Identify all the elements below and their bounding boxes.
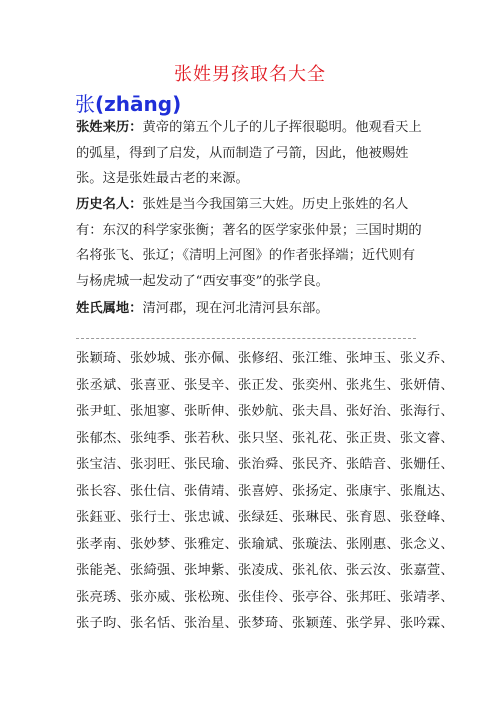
- famous-people-paragraph: [76, 192, 428, 294]
- name-row: 张子昀、张名恬、张治星、张梦琦、张颖莲、张学昇、张吟霖、: [76, 616, 454, 631]
- page-title: 张姓男孩取名大全: [174, 64, 326, 85]
- surname-pinyin: (zhāng): [95, 92, 182, 116]
- name-row: 张能尧、张綺强、张坤紫、张凌成、张礼依、张云汝、张嘉萱、: [76, 563, 454, 578]
- name-list: [76, 346, 454, 638]
- surname-char: 张: [75, 92, 95, 116]
- name-row: 张颖琦、张妙城、张亦佩、张修绍、张江维、张坤玉、张义乔、: [76, 351, 454, 366]
- surname-heading: [75, 88, 181, 117]
- name-row: 张孝南、张妙梦、张雅定、张瑜斌、张璇法、张刚惠、张念义、: [76, 536, 454, 552]
- name-row: 张鈺亚、张行士、张忠诚、张绿廷、张琳民、张育恩、张登峰、: [76, 510, 454, 525]
- dashed-divider: [76, 338, 416, 339]
- name-row: 张长容、张仕信、张倩靖、张喜婷、张扬定、张康宇、张胤达、: [76, 483, 454, 499]
- famous-text: 张姓是当今我国第三大姓。历史上张姓的名人有：东汉的科学家张衡；著名的医学家张仲景；三国时期的名将张飞、张辽；《清明上河图》的作者张择端；近代则有与杨虎城一起发动了“西安事变”的张学良。: [76, 197, 422, 289]
- name-row: 张丞斌、张喜亚、张旻辛、张正发、张奕州、张兆生、张妍倩、: [76, 377, 454, 393]
- clan-seat-paragraph: [76, 296, 428, 322]
- seat-label: 姓氏属地：: [76, 301, 143, 316]
- origin-paragraph: [76, 115, 428, 192]
- famous-label: 历史名人：: [76, 197, 143, 212]
- name-row: 张郁杰、张纯季、张若秋、张只坚、张礼花、张正贵、张文睿、: [76, 430, 454, 446]
- origin-text: 黄帝的第五个儿子的儿子挥很聪明。他观看天上的弧星，得到了启发，从而制造了弓箭，因此，他被赐姓张。这是张姓最古老的来源。: [76, 120, 422, 186]
- name-row: 张宝洁、张羽旺、张民瑜、张治舜、张民齐、张皓音、张姗任、: [76, 457, 454, 472]
- name-row: 张亮琇、张亦威、张松琬、张佳伶、张亭谷、张邦旺、张靖孝、: [76, 589, 454, 605]
- seat-text: 清河郡，现在河北清河县东部。: [142, 301, 329, 316]
- name-row: 张尹虹、张旭寥、张昕伸、张妙航、张夫昌、张好治、张海行、: [76, 404, 454, 419]
- origin-label: 张姓来历：: [76, 120, 143, 135]
